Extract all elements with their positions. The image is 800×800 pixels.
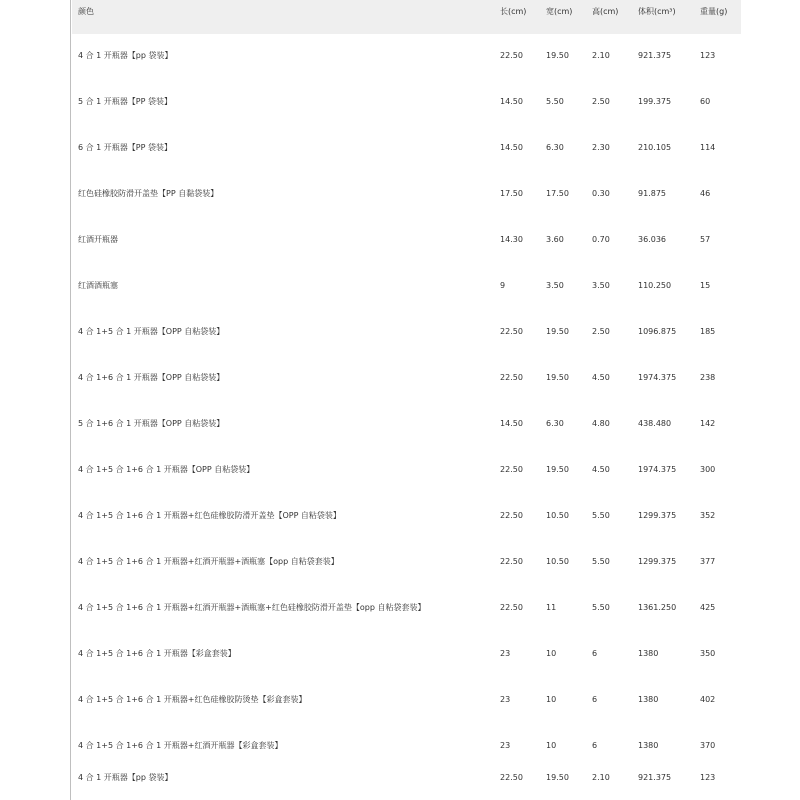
table-row: [72, 511, 741, 523]
header-width: 宽(cm): [546, 7, 573, 16]
cell-color: 4 合 1+5 合 1+6 合 1 开瓶器+红色硅橡胶防烫垫【彩盒套装】: [78, 695, 307, 704]
cell-width: 19.50: [546, 51, 569, 60]
cell-height: 3.50: [592, 281, 610, 290]
cell-width: 6.30: [546, 419, 564, 428]
cell-width: 11: [546, 603, 557, 612]
cell-length: 23: [500, 649, 511, 658]
cell-height: 5.50: [592, 603, 610, 612]
cell-height: 0.70: [592, 235, 610, 244]
cell-volume: 199.375: [638, 97, 672, 106]
cell-weight: 402: [700, 695, 716, 704]
cell-weight: 57: [700, 235, 711, 244]
cell-color: 4 合 1+6 合 1 开瓶器【OPP 自粘袋装】: [78, 373, 225, 382]
cell-color: 6 合 1 开瓶器【PP 袋装】: [78, 143, 172, 152]
table-row: [72, 281, 741, 293]
table-row: [72, 557, 741, 569]
cell-volume: 1380: [638, 741, 659, 750]
cell-volume: 1974.375: [638, 373, 677, 382]
cell-volume: 921.375: [638, 51, 672, 60]
cell-length: 22.50: [500, 465, 523, 474]
table-row: [72, 143, 741, 155]
cell-color: 4 合 1+5 合 1+6 合 1 开瓶器+红酒开瓶器【彩盒套装】: [78, 741, 283, 750]
cell-weight: 114: [700, 143, 716, 152]
cell-volume: 438.480: [638, 419, 672, 428]
header-weight: 重量(g): [700, 7, 728, 16]
table-row: [72, 235, 741, 247]
cell-height: 6: [592, 695, 598, 704]
cell-height: 5.50: [592, 557, 610, 566]
cell-width: 3.50: [546, 281, 564, 290]
cell-width: 5.50: [546, 97, 564, 106]
cell-width: 6.30: [546, 143, 564, 152]
table-row: [72, 373, 741, 385]
cell-width: 19.50: [546, 373, 569, 382]
cell-color: 5 合 1 开瓶器【PP 袋装】: [78, 97, 172, 106]
cell-length: 14.50: [500, 419, 523, 428]
header-volume: 体积(cm³): [638, 7, 676, 16]
cell-volume: 1380: [638, 695, 659, 704]
cell-height: 0.30: [592, 189, 610, 198]
cell-color: 5 合 1+6 合 1 开瓶器【OPP 自粘袋装】: [78, 419, 225, 428]
cell-weight: 60: [700, 97, 711, 106]
cell-width: 19.50: [546, 465, 569, 474]
table-row: [72, 695, 741, 707]
cell-color: 4 合 1+5 合 1+6 合 1 开瓶器【彩盒套装】: [78, 649, 236, 658]
table-row: [72, 741, 741, 753]
cell-color: 4 合 1 开瓶器【pp 袋装】: [78, 773, 173, 782]
cell-length: 22.50: [500, 373, 523, 382]
cell-color: 4 合 1+5 合 1 开瓶器【OPP 自粘袋装】: [78, 327, 225, 336]
cell-width: 17.50: [546, 189, 569, 198]
cell-weight: 185: [700, 327, 716, 336]
cell-weight: 377: [700, 557, 716, 566]
cell-height: 6: [592, 741, 598, 750]
cell-volume: 110.250: [638, 281, 672, 290]
cell-height: 2.10: [592, 51, 610, 60]
cell-weight: 238: [700, 373, 716, 382]
cell-height: 2.50: [592, 97, 610, 106]
cell-volume: 1299.375: [638, 557, 677, 566]
cell-weight: 15: [700, 281, 711, 290]
cell-height: 2.50: [592, 327, 610, 336]
cell-weight: 370: [700, 741, 716, 750]
cell-volume: 1096.875: [638, 327, 677, 336]
cell-height: 6: [592, 649, 598, 658]
cell-color: 4 合 1+5 合 1+6 合 1 开瓶器+红酒开瓶器+酒瓶塞+红色硅橡胶防滑开盖垫【opp 自粘袋套装】: [78, 603, 426, 612]
cell-length: 9: [500, 281, 506, 290]
cell-length: 23: [500, 741, 511, 750]
cell-volume: 1361.250: [638, 603, 677, 612]
cell-length: 17.50: [500, 189, 523, 198]
table-row: [72, 419, 741, 431]
cell-volume: 210.105: [638, 143, 672, 152]
cell-height: 2.30: [592, 143, 610, 152]
cell-length: 14.30: [500, 235, 523, 244]
header-color: 颜色: [78, 7, 94, 16]
cell-length: 23: [500, 695, 511, 704]
table-row: [72, 327, 741, 339]
cell-color: 红色硅橡胶防滑开盖垫【PP 自黏袋装】: [78, 189, 219, 198]
table-row: [72, 649, 741, 661]
cell-color: 4 合 1 开瓶器【pp 袋装】: [78, 51, 173, 60]
cell-width: 3.60: [546, 235, 564, 244]
cell-width: 10.50: [546, 557, 569, 566]
cell-volume: 1974.375: [638, 465, 677, 474]
cell-length: 22.50: [500, 603, 523, 612]
table-row: [72, 465, 741, 477]
cell-length: 22.50: [500, 773, 523, 782]
cell-length: 22.50: [500, 557, 523, 566]
table-row: [72, 97, 741, 109]
cell-color: 4 合 1+5 合 1+6 合 1 开瓶器【OPP 自粘袋装】: [78, 465, 255, 474]
cell-height: 2.10: [592, 773, 610, 782]
cell-color: 红酒开瓶器: [78, 235, 118, 244]
cell-length: 22.50: [500, 51, 523, 60]
table-row: [72, 189, 741, 201]
cell-volume: 921.375: [638, 773, 672, 782]
cell-width: 10: [546, 741, 557, 750]
cell-width: 10.50: [546, 511, 569, 520]
cell-volume: 1380: [638, 649, 659, 658]
table-row: [72, 603, 741, 615]
table-row: [72, 773, 741, 785]
table-row: [72, 51, 741, 63]
cell-width: 19.50: [546, 773, 569, 782]
header-height: 高(cm): [592, 7, 619, 16]
cell-width: 19.50: [546, 327, 569, 336]
spec-table: [70, 0, 741, 800]
cell-volume: 1299.375: [638, 511, 677, 520]
cell-weight: 425: [700, 603, 716, 612]
cell-height: 5.50: [592, 511, 610, 520]
table-header: [72, 0, 741, 34]
cell-length: 14.50: [500, 143, 523, 152]
cell-weight: 142: [700, 419, 716, 428]
cell-weight: 46: [700, 189, 711, 198]
cell-height: 4.80: [592, 419, 610, 428]
cell-color: 4 合 1+5 合 1+6 合 1 开瓶器+红色硅橡胶防滑开盖垫【OPP 自粘袋装】: [78, 511, 341, 520]
cell-weight: 123: [700, 51, 716, 60]
cell-length: 22.50: [500, 327, 523, 336]
cell-length: 22.50: [500, 511, 523, 520]
cell-height: 4.50: [592, 465, 610, 474]
cell-width: 10: [546, 695, 557, 704]
cell-color: 4 合 1+5 合 1+6 合 1 开瓶器+红酒开瓶器+酒瓶塞【opp 自粘袋套装】: [78, 557, 339, 566]
header-length: 长(cm): [500, 7, 527, 16]
cell-weight: 123: [700, 773, 716, 782]
cell-weight: 300: [700, 465, 716, 474]
cell-weight: 350: [700, 649, 716, 658]
cell-volume: 91.875: [638, 189, 666, 198]
cell-color: 红酒酒瓶塞: [78, 281, 118, 290]
cell-width: 10: [546, 649, 557, 658]
cell-weight: 352: [700, 511, 716, 520]
cell-volume: 36.036: [638, 235, 666, 244]
cell-length: 14.50: [500, 97, 523, 106]
cell-height: 4.50: [592, 373, 610, 382]
